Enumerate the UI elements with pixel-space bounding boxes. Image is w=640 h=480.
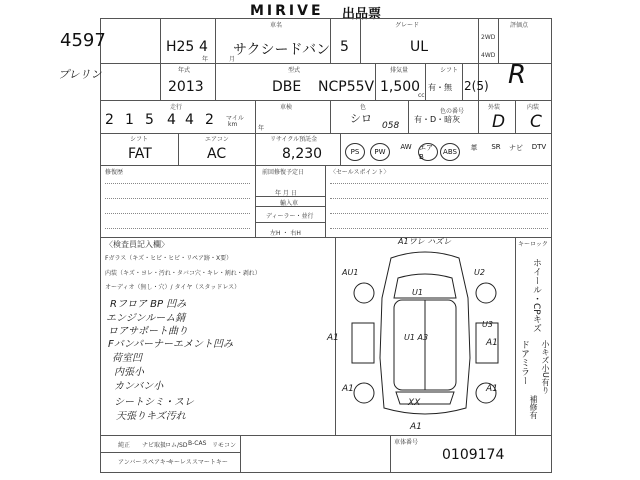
equipment-2: PW <box>370 143 390 161</box>
bottom-item-4: B-CAS <box>188 440 207 447</box>
inspection-line-2: 内装（キズ・ヨレ・汚れ・タバコ穴・キレ・割れ・剥れ） <box>105 270 261 277</box>
label-recycle: リサイクル預託金 <box>270 136 318 143</box>
label-repair-history: 修復歴 <box>105 169 124 176</box>
side-repair-needed: 補修有 <box>529 395 538 419</box>
label-inspection: 車検 <box>280 104 293 111</box>
repair-period: 年 月 日 <box>275 190 297 197</box>
vehicle-name-value: サクシードバン <box>233 42 331 58</box>
bottom-item-5: リモコン <box>212 442 237 449</box>
label-color: 色 <box>360 104 367 111</box>
mark-a1-left: AU1 <box>342 268 359 277</box>
label-shift: シフト <box>440 67 459 74</box>
note-2: エンジンルーム錆 <box>106 313 186 324</box>
color-name: シロ <box>350 112 372 125</box>
color-option: 有・D・暗灰 <box>414 115 461 124</box>
label-displacement: 排気量 <box>390 67 409 74</box>
label-year-small: 年 <box>202 56 209 63</box>
bottom-item-1: 純正 <box>118 442 131 449</box>
equipment-9: DTV <box>531 143 547 151</box>
brand-logo: MIRIVE <box>250 3 324 19</box>
color-code: 058 <box>382 121 400 131</box>
label-mileage: 走行 <box>170 104 183 111</box>
handwritten-maker: プレリン <box>58 68 102 81</box>
ac-value: AC <box>207 146 227 162</box>
mark-a1-rear-left: A1 <box>342 384 354 394</box>
repair-steering: 左H ・ 右H <box>270 230 301 237</box>
label-exterior: 外装 <box>488 104 501 111</box>
mark-front: A1ワレ ハズレ <box>398 237 452 246</box>
label-model-year: 年式 <box>178 67 191 74</box>
note-5: 荷室凹 <box>112 353 142 364</box>
side-front-left: 小キズ小U有り <box>541 340 550 394</box>
note-3: ロアサポート曲り <box>108 326 188 337</box>
door-left <box>352 323 374 363</box>
label-ac: エアコン <box>205 136 229 143</box>
equipment-3: AW <box>400 143 412 151</box>
mark-u1-top: U1 <box>412 288 423 297</box>
bottom-item-3: ロム/SD <box>165 442 188 449</box>
bottom-item-6: アンバー <box>118 459 142 466</box>
model-code-value: NCP55V <box>318 79 375 95</box>
inspection-line-1: Fガラス（キズ・ヒビ・ヒビ・リペア跡・X要） <box>105 255 233 262</box>
wheel-rl <box>354 383 374 403</box>
equipment-5: ABS <box>440 143 460 161</box>
equipment-7: SR <box>491 143 501 151</box>
equipment-6: 革 <box>470 144 478 152</box>
exterior-grade: D <box>492 112 506 132</box>
bottom-item-7: スペアキー <box>142 459 172 466</box>
key-lock-label: キーロック <box>518 241 548 248</box>
mileage-digit-2: 1 <box>125 112 134 128</box>
year-value: H25 <box>166 39 195 55</box>
label-cc: cc <box>418 92 425 99</box>
wheel-fr <box>476 283 496 303</box>
mileage-digit-3: 5 <box>145 112 154 128</box>
mark-a1-side: A1 <box>327 333 339 343</box>
drive-2wd: 2WD <box>481 34 496 41</box>
label-inspector-notes: 〈検査員記入欄〉 <box>105 240 169 249</box>
note-8: シートシミ・スレ <box>114 397 194 408</box>
doc-title: 出品票 <box>342 7 382 22</box>
mark-xx: XX <box>408 398 421 408</box>
side-door-mirror: ドアミラー <box>519 340 529 385</box>
note-9: 天張りキズ汚れ <box>116 411 186 422</box>
label-color-no: 色の番号 <box>440 108 465 115</box>
rear-window <box>396 392 454 404</box>
doors-value: 5 <box>340 39 349 55</box>
chassis-number: 0109174 <box>442 447 505 463</box>
grade-value: UL <box>410 39 429 55</box>
label-grade: グレード <box>395 22 420 29</box>
score-value: R <box>508 60 527 90</box>
repair-input-title: 輸入車 <box>280 200 299 207</box>
equipment-1: PS <box>345 143 365 161</box>
equipment-8: ナビ <box>509 144 523 152</box>
interior-grade: C <box>530 112 542 132</box>
windshield <box>394 274 456 298</box>
mark-a1-right-bottom: A1 <box>486 384 498 394</box>
label-year-mark: 年 <box>258 125 265 132</box>
mileage-digit-6: 2 <box>205 112 214 128</box>
bottom-item-2: ナビ取扱 <box>142 442 167 449</box>
bottom-item-9: スマートキー <box>192 459 228 466</box>
mileage-digit-5: 4 <box>185 112 194 128</box>
drive-4wd: 4WD <box>481 52 496 59</box>
label-sales-points: 〈セールスポイント〉 <box>330 169 390 176</box>
mark-a1-rear-right: A1 <box>410 422 422 432</box>
note-7: カンバン小 <box>114 381 164 392</box>
recycle-fee: 8,230 <box>282 146 323 162</box>
label-interior: 内装 <box>527 104 540 111</box>
label-model: 型式 <box>288 67 301 74</box>
label-mileage-unit: マイル <box>226 115 244 122</box>
shift-value: FAT <box>128 146 152 162</box>
mark-a1-right-top: A1 <box>486 338 498 348</box>
label-eval: 評価点 <box>510 22 529 29</box>
label-vehicle-name: 車名 <box>270 22 283 29</box>
month-value: 4 <box>199 39 208 55</box>
repair-title: 前回修復予定日 <box>262 169 305 176</box>
bottom-item-8: キーレス <box>168 459 192 466</box>
mark-u1-center: U1 A3 <box>404 333 429 342</box>
displacement-value: 1,500 <box>380 79 421 95</box>
capacity-value: 2(5) <box>464 79 489 93</box>
label-shift-2: シフト <box>130 136 149 143</box>
mileage-digit-1: 2 <box>105 112 114 128</box>
model-prefix-value: DBE <box>272 79 302 95</box>
lot-number: 4597 <box>60 30 106 51</box>
repair-dealer: ディーラー・並行 <box>266 213 314 220</box>
mark-u2: U2 <box>474 268 485 277</box>
wheel-fl <box>354 283 374 303</box>
equipment-4: エアB <box>418 143 438 161</box>
note-4: Fバンパーナーエメント凹み <box>108 339 234 350</box>
note-6: 内張小 <box>114 367 144 378</box>
mileage-digit-4: 4 <box>167 112 176 128</box>
label-month-small: 月 <box>229 56 236 63</box>
model-year-value: 2013 <box>168 79 204 95</box>
chassis-number-label: 車体番号 <box>394 439 419 446</box>
label-km: km <box>228 121 238 128</box>
fuel-option: 有・無 <box>428 83 452 92</box>
inspection-line-3: オーディオ（無し・穴）/ タイヤ（スタッドレス） <box>105 284 241 291</box>
mark-u3: U3 <box>482 320 493 329</box>
note-1: Rフロア BP 凹み <box>110 299 187 310</box>
side-wheel: ホイール・CPキズ <box>531 258 541 333</box>
